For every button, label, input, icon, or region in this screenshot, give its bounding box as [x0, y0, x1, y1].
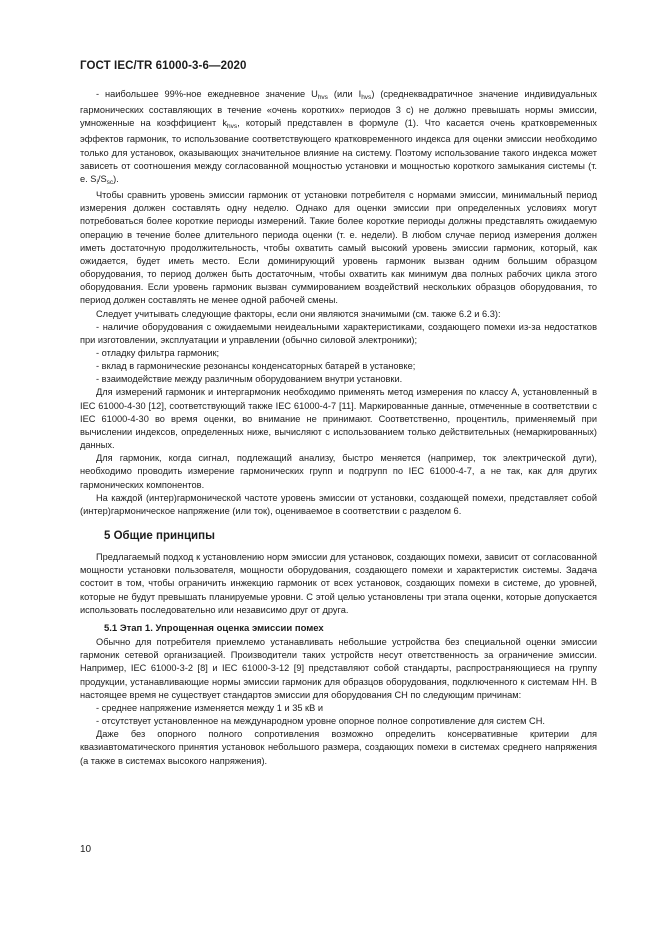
- paragraph: Даже без опорного полного сопротивления возможно определить консервативные критерии для квазиавтоматического принятия установок небольшого размера, создающих помехи в системах среднего напряжения (а также в системах высокого напряжения).: [80, 729, 597, 766]
- paragraph: Для измерений гармоник и интергармоник необходимо применять метод измерения по классу А, установленный в IEC 61000-4-30 [12], соответствующий также IEC 61000-4-7 [11]. Маркированные данные, отмеченные в соответствии с IEC 61000-4-30 во время оценки, во внимание не принимают. Соответственно, процентиль, применяемый при вычислении индексов, определенных ниже, вычисляют с использованием только действительных (немаркированных) данных.: [80, 387, 597, 451]
- subscript: hvs: [227, 123, 238, 131]
- paragraph: Следует учитывать следующие факторы, если они являются значимыми (см. также 6.2 и 6.3):: [96, 308, 501, 319]
- subscript: hvs: [317, 94, 328, 101]
- text-run: (или I: [327, 89, 362, 99]
- list-item: - отсутствует установленное на международном уровне опорное полное сопротивление для систем СН.: [96, 716, 545, 727]
- subscript: i: [96, 178, 98, 186]
- paragraph-hvs-index: [80, 88, 597, 189]
- text-run: - наибольшее 99%-ное ежедневное значение U: [96, 89, 318, 99]
- document-header: ГОСТ IEC/TR 61000-3-6—2020: [80, 60, 247, 72]
- document-body: [80, 88, 597, 768]
- section-heading: 5 Общие принципы: [104, 530, 215, 542]
- subscript: sc: [106, 178, 114, 186]
- subscript: hvs: [361, 94, 372, 101]
- list-item: - взаимодействие между различным оборудованием внутри установки.: [96, 374, 403, 385]
- paragraph: Для гармоник, когда сигнал, подлежащий анализу, быстро меняется (например, ток электрической дуги), необходимо проводить измерение гармонических групп и подгрупп по IEC 61000-4-7, а не так, как для других гармонических компонентов.: [80, 453, 597, 490]
- subsection-heading: 5.1 Этап 1. Упрощенная оценка эмиссии помех: [104, 622, 324, 634]
- paragraph: Обычно для потребителя приемлемо устанавливать небольшие устройства без специальной оценки эмиссии гармоник сетевой организацией. Производители таких устройств несут ответственность за ограничение эмиссии. Например, IEC 61000-3-2 [8] и IEC 61000-3-12 [9] представляют собой стандарты, распространяющиеся на группу продукции, устанавливающие нормы эмиссии гармоник для образцов оборудования, подключенного к системам НН. В настоящее время не существует стандартов эмиссии для оборудования СН по следующим причинам:: [80, 637, 597, 700]
- text-run: /S: [97, 173, 107, 184]
- paragraph: Предлагаемый подход к установлению норм эмиссии для установок, создающих помехи, зависит от согласованной мощности установки пользователя, мощности оборудования, создающего помехи и характеристик системы. Задача состоит в том, чтобы ограничить инжекцию гармоник от всех установок, создающих помехи в системе, до уровней, которые не будут превышать планируемые уровни. С этой целью установлены три этапа оценки, которые допускается использовать последовательно или независимо друг от друга.: [80, 552, 597, 615]
- text-run: ).: [113, 173, 119, 184]
- paragraph: Чтобы сравнить уровень эмиссии гармоник от установки потребителя с нормами эмиссии, минимальный период измерения должен составлять одну неделю. Однако для оценки эмиссии при определенных условиях могут потребоваться более короткие периоды измерений. Такие более короткие периоды должны представлять ожидаемую операцию в течение более длительного периода оценки (т. е. недели). В любом случае период измерения должен иметь достаточную продолжительность, чтобы охватить самый высокий уровень эмиссии гармоник, который, как ожидается, будет иметь место. Если доминирующий уровень гармоник вызван одним большим образцом оборудования, то период должен быть достаточным, чтобы охватить как минимум два полных рабочих цикла этого оборудования. Если уровень гармоник вызван суммированием воздействий нескольких образцов оборудования, то период должен составлять не менее одной рабочей смены.: [80, 190, 597, 306]
- page-number: 10: [80, 844, 92, 855]
- list-item: - отладку фильтра гармоник;: [96, 347, 220, 358]
- text-run: , который представлен в формуле (1). Что касается очень кратковременных эффектов гармоник, то использование соответствующего кратковременного индекса для оценки эмиссии необходимо только для установок, оказывающих значительное влияние на систему. Поэтому использование такого индекса может зависеть от соотношения между согласованной мощностью установки и мощностью короткого замыкания системы (т. е. S: [80, 118, 597, 184]
- list-item: - среднее напряжение изменяется между 1 и 35 кВ и: [96, 702, 324, 713]
- paragraph: На каждой (интер)гармонической частоте уровень эмиссии от установки, создающей помехи, представляет собой (интер)гармоническое напряжение (или ток), оцениваемое в соответствии с разделом 6.: [80, 492, 597, 516]
- text-run: ) (среднеквадратичное значение индивидуальных гармонических составляющих в течение «очень коротких» периодов 3 с) не должно превышать нормы эмиссии, умноженные на коэффициент k: [80, 89, 597, 129]
- list-item: - наличие оборудования с ожидаемыми неидеальными характеристиками, создающего помехи из-за недостатков при изготовлении, эксплуатации и управлении (обычно силовой электроники);: [80, 321, 597, 345]
- list-item: - вклад в гармонические резонансы конденсаторных батарей в установке;: [96, 361, 416, 372]
